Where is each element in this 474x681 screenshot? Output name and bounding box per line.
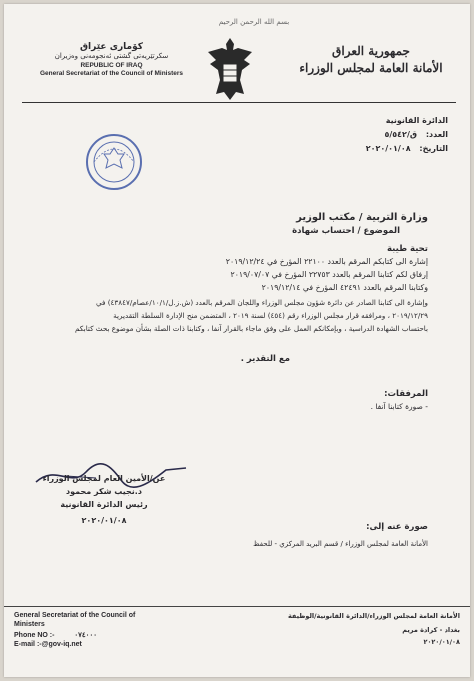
- body-line-3: وكتابنا المرقم بالعدد ٤٢٤٩١ المؤرخ في ٢٠١٩/١٢/١٤: [261, 283, 428, 292]
- closing: مع التقدير .: [240, 354, 290, 364]
- arabic-country: جمهورية العراق: [332, 44, 410, 58]
- english-country: REPUBLIC OF IRAQ: [80, 62, 143, 69]
- footer-email: E-mail :-@gov-iq.net: [14, 641, 82, 648]
- copy-to-item: الأمانة العامة لمجلس الوزراء / قسم البريد المركزي - للحفظ: [253, 540, 428, 548]
- date-label: التاريخ:: [419, 144, 448, 153]
- signature-name: د.نجيب شكر محمود: [66, 487, 142, 496]
- department-label: الدائرة القانونية: [385, 116, 448, 125]
- subject-line: الموضوع / احتساب شهادة: [292, 226, 400, 236]
- date-row: [298, 144, 448, 153]
- signature-date: ٢٠٢٠/٠١/٠٨: [81, 516, 127, 525]
- copy-to-label: صورة عنه إلى:: [366, 522, 428, 532]
- body-line-1: إشارة الى كتابكم المرقم بالعدد ٢٢١٠٠ المؤرخ في ٢٠١٩/١٢/٢٤: [225, 257, 428, 266]
- attachments-label: المرفقات:: [384, 389, 428, 399]
- footer-left-line-2: Ministers: [14, 621, 45, 628]
- official-stamp-icon: [84, 132, 144, 192]
- english-secretariat: General Secretariat of the Council of Ministers: [39, 70, 184, 77]
- footer-left-line-1: General Secretariat of the Council of: [14, 612, 136, 619]
- arabic-secretariat: الأمانة العامة لمجلس الوزراء: [299, 61, 443, 75]
- number-label: العدد:: [425, 130, 448, 139]
- number-value: ق/٥/٥٤٢: [384, 130, 418, 139]
- document-page: [4, 4, 470, 677]
- right-header: [286, 44, 456, 75]
- footer-right-line-1: الأمانة العامة لمجلس الوزراء/الدائرة القانونية/الوظيفة: [287, 612, 460, 620]
- bismillah: بسم الله الرحمن الرحيم: [218, 18, 290, 26]
- date-value: ٢٠٢٠/٠١/٠٨: [365, 144, 411, 153]
- addressee-to: وزارة التربية / مكتب الوزير: [296, 212, 428, 223]
- header-divider: [22, 102, 456, 103]
- footer-phone-label: Phone NO :-: [14, 632, 55, 639]
- body-paragraph-1: وإشارة الى كتابنا الصادر عن دائرة شؤون مجلس الوزراء واللجان المرقم بالعدد (ش.ز.ل/١٠/١/عصام/٤٣٨٤٧) في: [96, 298, 428, 307]
- body-paragraph-3: باحتساب الشهادة الدراسية ، وبإمكانكم العمل على وفق ماجاء بالقرار آنفا ، وكتابنا ذات الصلة بشأن موضوع بحث كتابكم: [74, 324, 428, 333]
- body-line-2: إرفاق لكم كتابنا المرقم بالعدد ٢٢٧٥٣ المؤرخ في ٢٠١٩/٠٧/٠٧: [230, 270, 428, 279]
- left-header: [24, 42, 199, 77]
- footer-divider: [4, 606, 470, 607]
- number-row: [298, 130, 448, 139]
- iraq-eagle-emblem-icon: [200, 34, 260, 104]
- footer-right-line-2: بغداد - كرادة مريم: [402, 626, 460, 634]
- signature-title: عن/الأمين العام لمجلس الوزراء: [42, 474, 166, 483]
- footer-right-line-3: ٢٠٢٠/٠١/٠٨: [423, 638, 460, 646]
- footer-phone-value: ٠٧٤٠٠٠: [74, 632, 97, 639]
- footer-phone: [14, 631, 164, 639]
- greeting: تحية طيبة: [386, 244, 428, 254]
- kurdish-subtitle: سكرتێریەتی گشتی ئەنجومەنی وەزیران: [54, 52, 169, 60]
- signature-position: رئيس الدائرة القانونية: [60, 500, 148, 509]
- attachments-item: - صورة كتابنا آنفا .: [370, 402, 428, 411]
- kurdish-title: كۆماری عێراق: [80, 42, 143, 52]
- body-paragraph-2: ٢٠١٩/١٢/٢٩ ، ومرافقه قرار مجلس الوزراء رقم (٤٥٤) لسنة ٢٠١٩ ، المتضمن منح الإدارة السلطة التقديرية: [113, 311, 428, 320]
